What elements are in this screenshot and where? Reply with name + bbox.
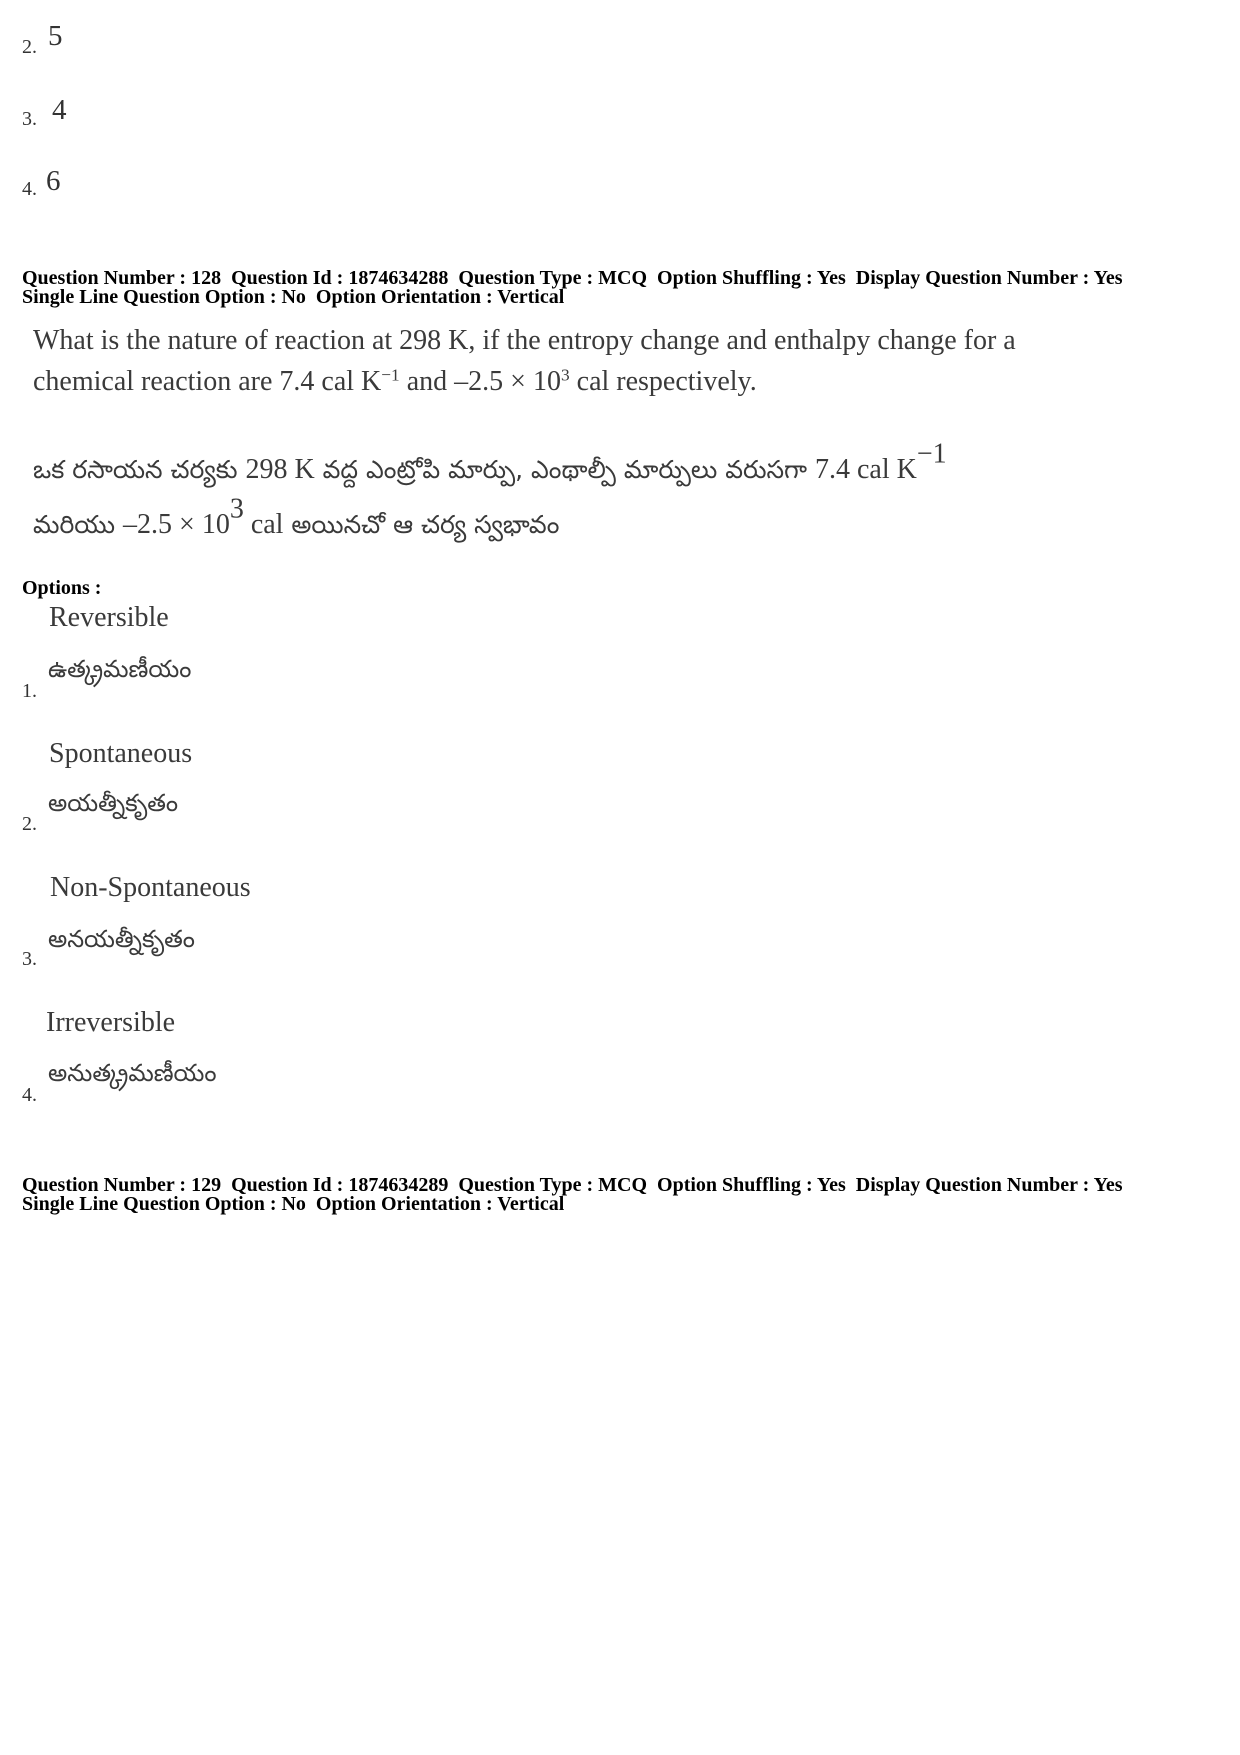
question-meta-line-1: Question Number : 129 Question Id : 1874634289 Question Type : MCQ Option Shuffling : Yes Display Question Number : Yes [22, 1174, 1123, 1196]
option-english: Reversible [49, 602, 169, 633]
option-value: 6 [46, 165, 61, 197]
question-text-telugu [33, 438, 1213, 552]
option-telugu: ఉత్క్రమణీయం [48, 655, 192, 683]
question-telugu-line-2: మరియు $-2.5 \times 10^3$ cal అయినచో ఆ చర్య స్వభావం [33, 493, 560, 540]
option-telugu: అనయత్నీకృతం [48, 925, 195, 953]
option-number: 1. [22, 680, 37, 702]
question-meta-line-2: Single Line Question Option : No Option Orientation : Vertical [22, 286, 565, 308]
option-number: 3. [22, 108, 37, 130]
option-value: 5 [48, 20, 63, 52]
option-number: 2. [22, 36, 37, 58]
option-english: Irreversible [46, 1007, 176, 1038]
option-number: 2. [22, 813, 37, 835]
option-value: 4 [52, 94, 67, 126]
option-english: Spontaneous [49, 738, 193, 769]
option-number: 4. [22, 1084, 37, 1106]
option-number: 4. [22, 178, 37, 200]
option-english: Non-Spontaneous [50, 872, 251, 903]
option-telugu: అయత్నీకృతం [48, 789, 179, 817]
question-meta-line-2: Single Line Question Option : No Option Orientation : Vertical [22, 1193, 565, 1215]
question-english-line-2: chemical reaction are 7.4 cal $K^{-1}$ and $-2.5 \times 10^3$ cal respectively. [33, 365, 757, 397]
options-label: Options : [22, 577, 102, 599]
option-number: 3. [22, 948, 37, 970]
question-text-english [33, 320, 1193, 402]
option-telugu: అనుత్క్రమణీయం [48, 1059, 217, 1087]
question-english-line-1: What is the nature of reaction at 298 K, if the entropy change and enthalpy change for a [33, 325, 1016, 356]
question-telugu-line-1: ఒక రసాయన చర్యకు 298 K వద్ద ఎంట్రోపి మార్పు, ఎంథాల్పీ మార్పులు వరుసగా 7.4 cal $K^{-1}$ [33, 438, 947, 485]
question-meta-line-1: Question Number : 128 Question Id : 1874634288 Question Type : MCQ Option Shuffling : Yes Display Question Number : Yes [22, 267, 1123, 289]
